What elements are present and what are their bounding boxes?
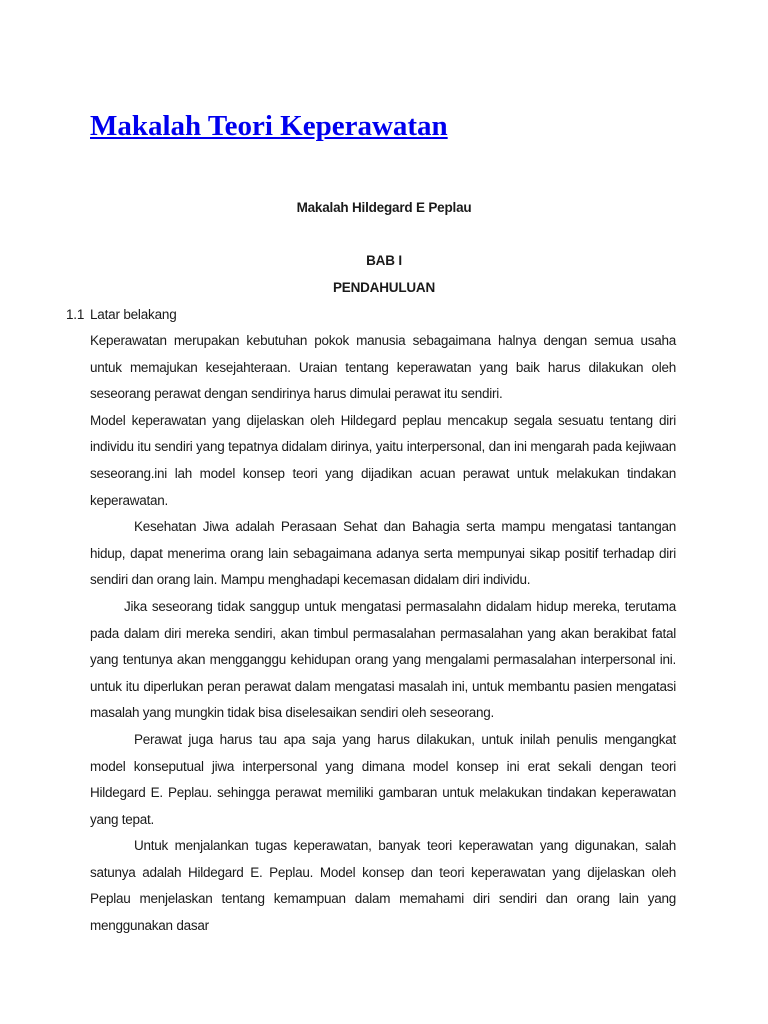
document-subtitle: Makalah Hildegard E Peplau xyxy=(296,200,472,215)
document-title-link[interactable]: Makalah Teori Keperawatan xyxy=(90,110,448,142)
section-title: Latar belakang xyxy=(90,307,177,322)
paragraph: Perawat juga harus tau apa saja yang harus dilakukan, untuk inilah penulis mengangkat model konseputual jiwa interpersonal yang dimana model konsep ini erat sekali dengan teori Hildegard E. Peplau. sehingga perawat memiliki gambaran untuk melakukan tindakan keperawatan yang tepat. xyxy=(90,731,676,827)
paragraph: Untuk menjalankan tugas keperawatan, banyak teori keperawatan yang digunakan, salah satunya adalah Hildegard E. Peplau. Model konsep dan teori keperawatan yang dijelaskan oleh Peplau menjelaskan tentang kemampuan dalam memahami diri sendiri dan orang lain yang menggunakan dasar xyxy=(90,838,676,934)
chapter-title: PENDAHULUAN xyxy=(332,280,436,295)
paragraph: Jika seseorang tidak sanggup untuk mengatasi permasalahn didalam hidup mereka, terutama pada dalam diri mereka sendiri, akan timbul permasalahan permasalahan yang akan berakibat fatal yang tentunya akan mengganggu kehidupan orang yang mengalami permasalahan interpersonal ini. untuk itu diperlukan peran perawat dalam mengatasi masalah ini, untuk membantu pasien mengatasi masalah yang mungkin tidak bisa diselesaikan sendiri oleh seseorang. xyxy=(90,598,676,721)
paragraph: Keperawatan merupakan kebutuhan pokok manusia sebagaimana halnya dengan semua usaha untuk memajukan kesejahteraan. Uraian tentang keperawatan yang baik harus dilakukan oleh seseorang perawat dengan sendirinya harus dimulai perawat itu sendiri. xyxy=(90,333,676,402)
section-heading xyxy=(66,307,177,322)
body-text xyxy=(90,328,676,940)
paragraph: Model keperawatan yang dijelaskan oleh Hildegard peplau mencakup segala sesuatu tentang diri individu itu sendiri yang tepatnya didalam dirinya, yaitu interpersonal, dan ini mengarah pada kejiwaan seseorang.ini lah model konsep teori yang dijadikan acuan perawat untuk melakukan tindakan keperawatan. xyxy=(90,412,676,508)
section-number: 1.1 xyxy=(66,307,85,322)
chapter-heading: BAB I xyxy=(366,253,402,268)
paragraph: Kesehatan Jiwa adalah Perasaan Sehat dan Bahagia serta mampu mengatasi tantangan hidup, dapat menerima orang lain sebagaimana adanya serta mempunyai sikap positif terhadap diri sendiri dan orang lain. Mampu menghadapi kecemasan didalam diri individu. xyxy=(90,519,676,588)
